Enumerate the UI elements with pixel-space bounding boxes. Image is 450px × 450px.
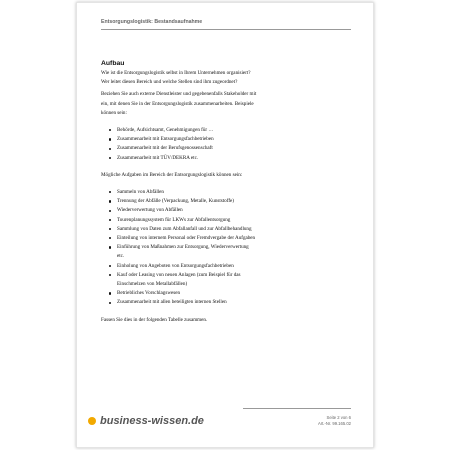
bullet-icon <box>109 237 111 239</box>
bullet-icon <box>109 219 111 221</box>
bullet-icon <box>109 129 111 131</box>
bullet-icon <box>109 302 111 304</box>
list-item: Einführung von Maßnahmen zur Entsorgung, Wiederverwertung <box>109 243 351 252</box>
list-item: Zusammenarbeit mit TÜV/DEKRA etc. <box>109 154 351 163</box>
list-item-continuation: Einschmelzen von Metallabfällen) <box>117 281 188 288</box>
footer-divider <box>243 408 351 409</box>
page-number: Seite 2 von 6 <box>326 415 351 420</box>
list-item: Sammlung von Daten zum Abfallanfall und zur Abfallbehandlung <box>109 225 351 234</box>
bullet-icon <box>109 265 111 267</box>
page-content <box>101 60 351 325</box>
list-item: Zusammenarbeit mit allen beteiligten internen Stellen <box>109 298 351 307</box>
brand-logo <box>88 415 204 427</box>
list-item: Wiederverwertung von Abfällen <box>109 206 351 215</box>
list-item: Kauf oder Leasing von neuen Anlagen (zum Beispiel für das <box>109 271 351 280</box>
list-item: Einholung von Angeboten von Entsorgungsfachbetrieben <box>109 262 351 271</box>
bullet-icon <box>109 191 111 193</box>
section-heading: Aufbau <box>101 60 125 67</box>
tasks-intro: Mögliche Aufgaben im Bereich der Entsorgungslogistik können sein: <box>101 171 243 178</box>
intro-line-1: Wie ist die Entsorgungslogistik selbst in Ihrem Unternehmen organisiert? <box>101 70 251 76</box>
document-page <box>76 2 374 448</box>
bullet-icon <box>109 292 111 294</box>
intro-line-2: Wer leitet diesen Bereich und welche Stellen sind ihm zugeordnet? <box>101 79 238 86</box>
logo-text: business-wissen.de <box>100 415 204 427</box>
running-header: Entsorgungslogistik: Bestandsaufnahme <box>101 19 203 25</box>
list-item: Zusammenarbeit mit der Berufsgenossenschaft <box>109 144 351 153</box>
paragraph-line: ein, mit denen Sie in der Entsorgungslogistik zusammenarbeiten. Beispiele <box>101 100 254 107</box>
bullet-icon <box>109 210 111 212</box>
paragraph-line: Beziehen Sie auch externe Dienstleister und gegebenenfalls Stakeholder mit <box>101 91 257 98</box>
list-item: Sammeln von Abfällen <box>109 188 351 197</box>
bullet-icon <box>109 228 111 230</box>
list-item: Tourenplanungssystem für LKWs zur Abfallentsorgung <box>109 216 351 225</box>
bullet-icon <box>109 274 111 276</box>
bullet-icon <box>109 200 111 202</box>
closing-sentence: Fassen Sie dies in der folgenden Tabelle zusammen. <box>101 316 208 323</box>
header-divider <box>101 29 351 30</box>
list-item: Betriebliches Vorschlagswesen <box>109 289 351 298</box>
tasks-list <box>101 188 351 308</box>
logo-dot-icon <box>88 417 96 425</box>
list-item: Behörde, Aufsichtsamt, Genehmigungen für … <box>109 126 351 135</box>
bullet-icon <box>109 246 111 248</box>
stakeholder-list <box>101 126 351 163</box>
paragraph-line: können sein: <box>101 109 127 116</box>
list-item: Zusammenarbeit mit Entsorgungsfachbetrieben <box>109 135 351 144</box>
article-number: Art.-Nr. 99.165.02 <box>317 420 351 426</box>
bullet-icon <box>109 138 111 140</box>
list-item: Einteilung von internem Personal oder Fremdvergabe der Aufgaben <box>109 234 351 243</box>
list-item-continuation: etc. <box>117 253 125 260</box>
bullet-icon <box>109 148 111 150</box>
page-info <box>301 415 351 426</box>
bullet-icon <box>109 157 111 159</box>
list-item: Trennung der Abfälle (Verpackung, Metalle, Kunststoffe) <box>109 197 351 206</box>
